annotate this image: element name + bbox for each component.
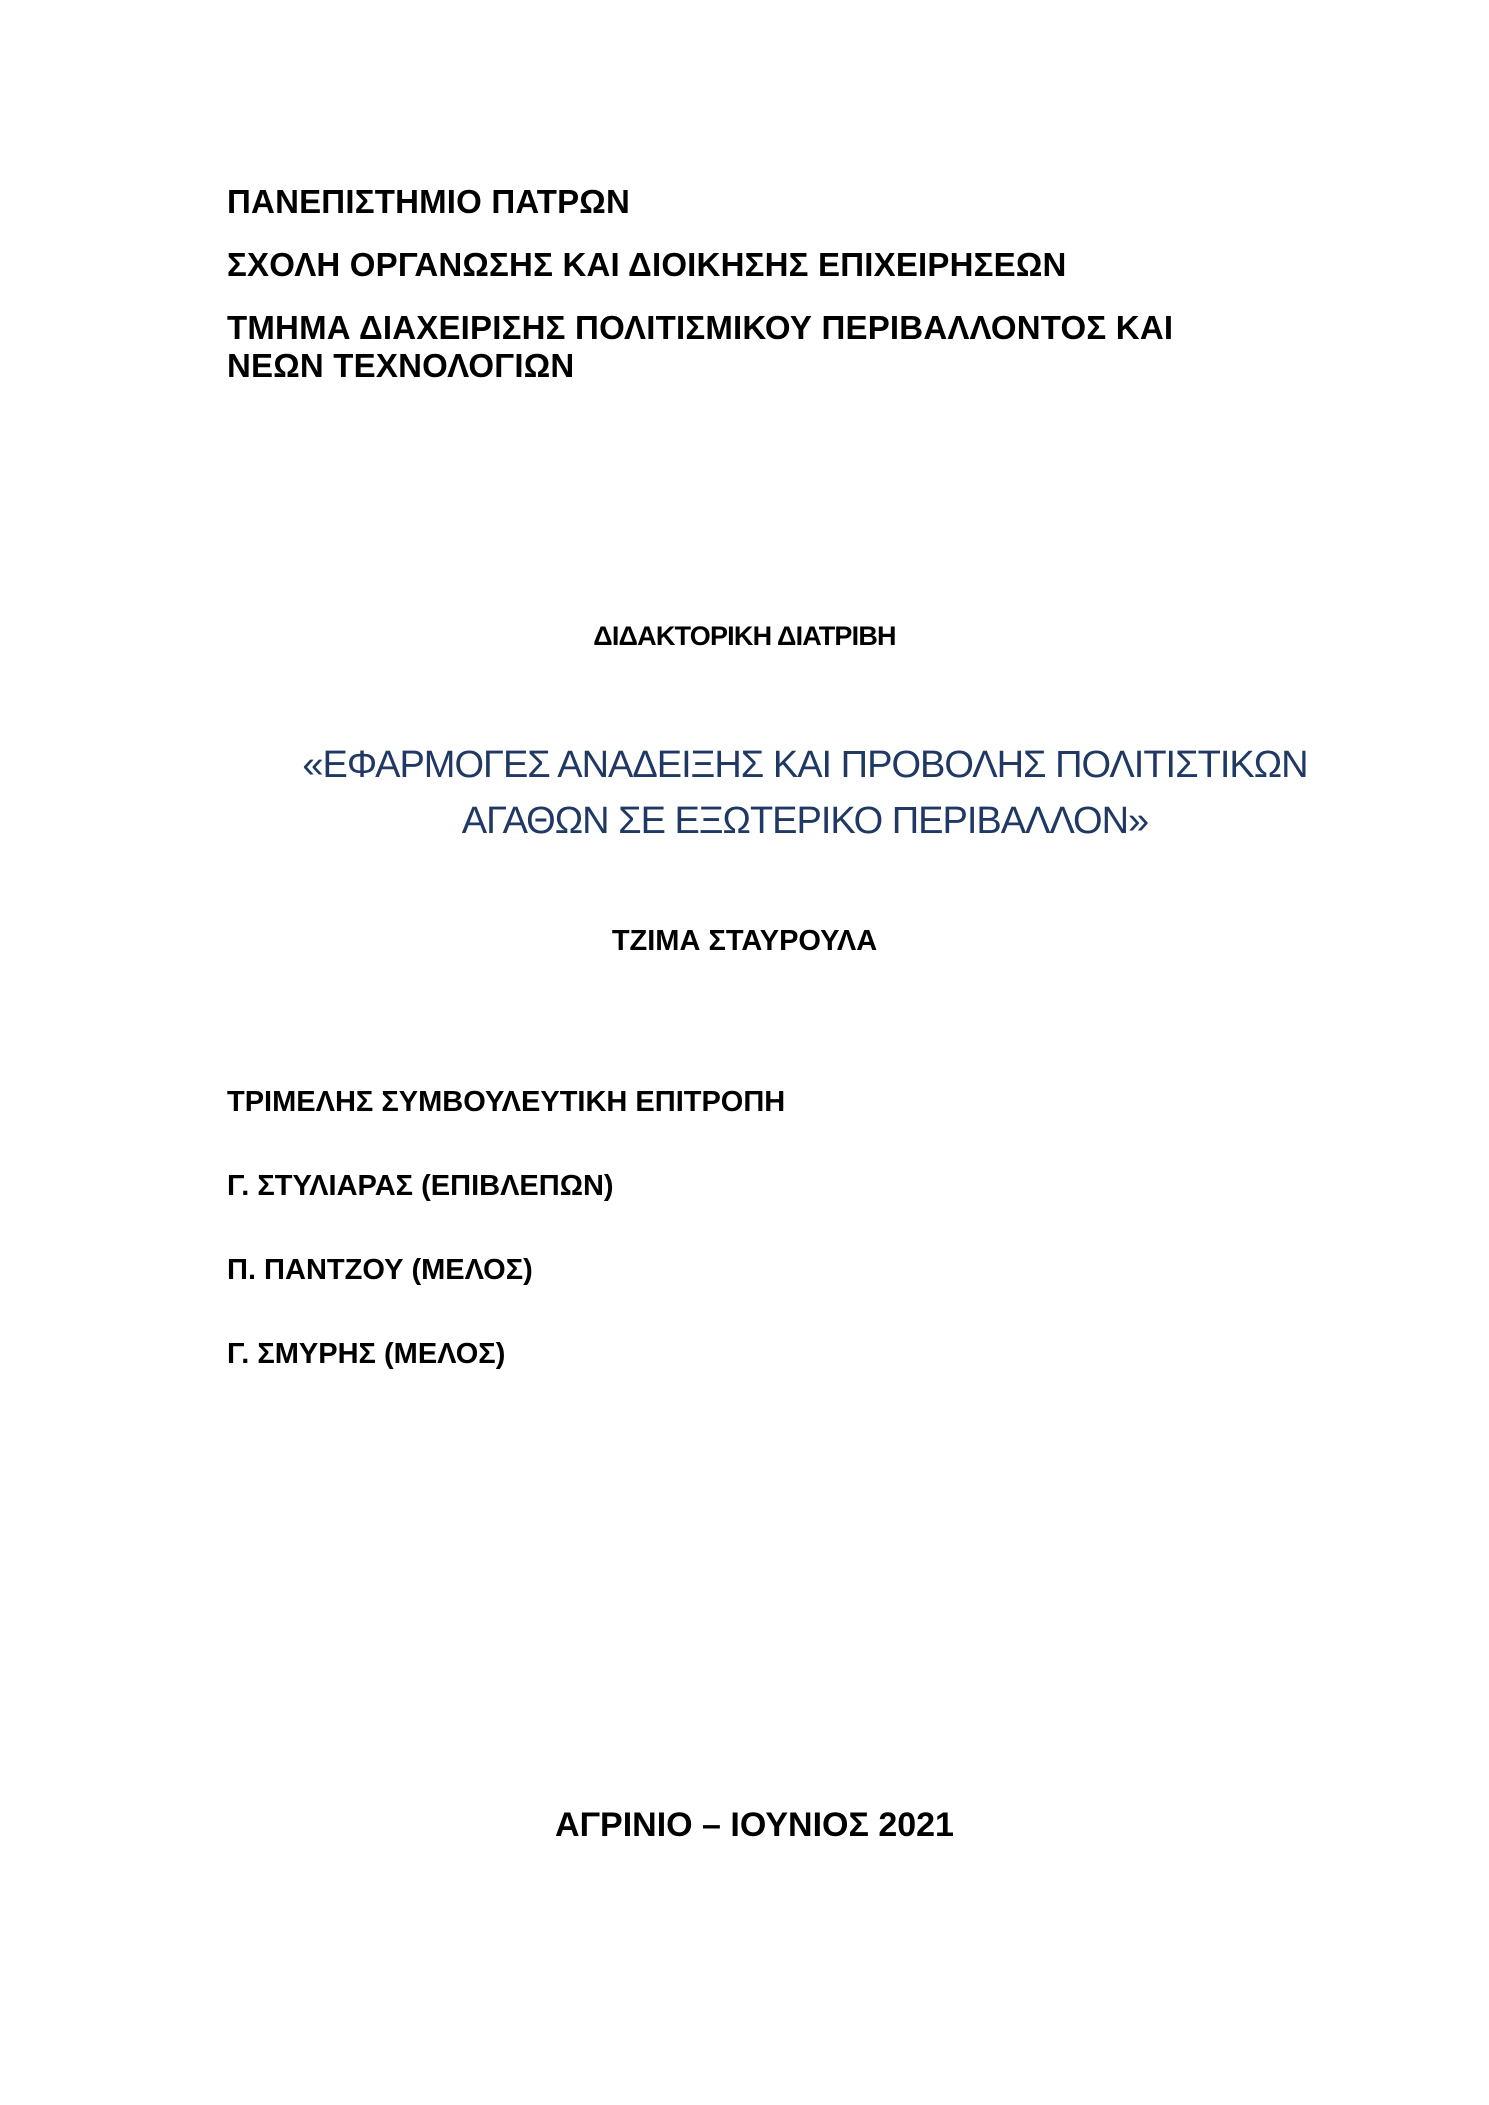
author-name: ΤΖΙΜΑ ΣΤΑΥΡΟΥΛΑ: [611, 925, 878, 957]
advisory-committee: [227, 1085, 1227, 1421]
committee-member: Γ. ΣΜΥΡΗΣ (ΜΕΛΟΣ): [227, 1338, 506, 1370]
committee-member: Π. ΠΑΝΤΖΟΥ (ΜΕΛΟΣ): [227, 1254, 533, 1286]
department-name-line-2: ΝΕΩΝ ΤΕΧΝΟΛΟΓΙΩΝ: [227, 347, 575, 384]
committee-heading: ΤΡΙΜΕΛΗΣ ΣΥΜΒΟΥΛΕΥΤΙΚΗ ΕΠΙΤΡΟΠΗ: [227, 1086, 786, 1118]
school-name: ΣΧΟΛΗ ΟΡΓΑΝΩΣΗΣ ΚΑΙ ΔΙΟΙΚΗΣΗΣ ΕΠΙΧΕΙΡΗΣΕΩΝ: [227, 246, 1067, 283]
thesis-title: [200, 737, 1410, 849]
thesis-title-line-1: «ΕΦΑΡΜΟΓΕΣ ΑΝΑΔΕΙΞΗΣ ΚΑΙ ΠΡΟΒΟΛΗΣ ΠΟΛΙΤΙΣΤΙΚΩΝ: [302, 744, 1308, 786]
institution-header: [227, 183, 1267, 385]
document-type: ΔΙΔΑΚΤΟΡΙΚΗ ΔΙΑΤΡΙΒΗ: [593, 621, 896, 651]
committee-member: Γ. ΣΤΥΛΙΑΡΑΣ (ΕΠΙΒΛΕΠΩΝ): [227, 1170, 614, 1202]
department-name-line-1: ΤΜΗΜΑ ΔΙΑΧΕΙΡΙΣΗΣ ΠΟΛΙΤΙΣΜΙΚΟΥ ΠΕΡΙΒΑΛΛΟΝΤΟΣ ΚΑΙ: [227, 309, 1174, 346]
university-name: ΠΑΝΕΠΙΣΤΗΜΙΟ ΠΑΤΡΩΝ: [227, 183, 630, 220]
thesis-title-line-2: ΑΓΑΘΩΝ ΣΕ ΕΞΩΤΕΡΙΚΟ ΠΕΡΙΒΑΛΛΟΝ»: [461, 800, 1149, 842]
place-and-date: ΑΓΡΙΝΙΟ – ΙΟΥΝΙΟΣ 2021: [555, 1806, 954, 1844]
